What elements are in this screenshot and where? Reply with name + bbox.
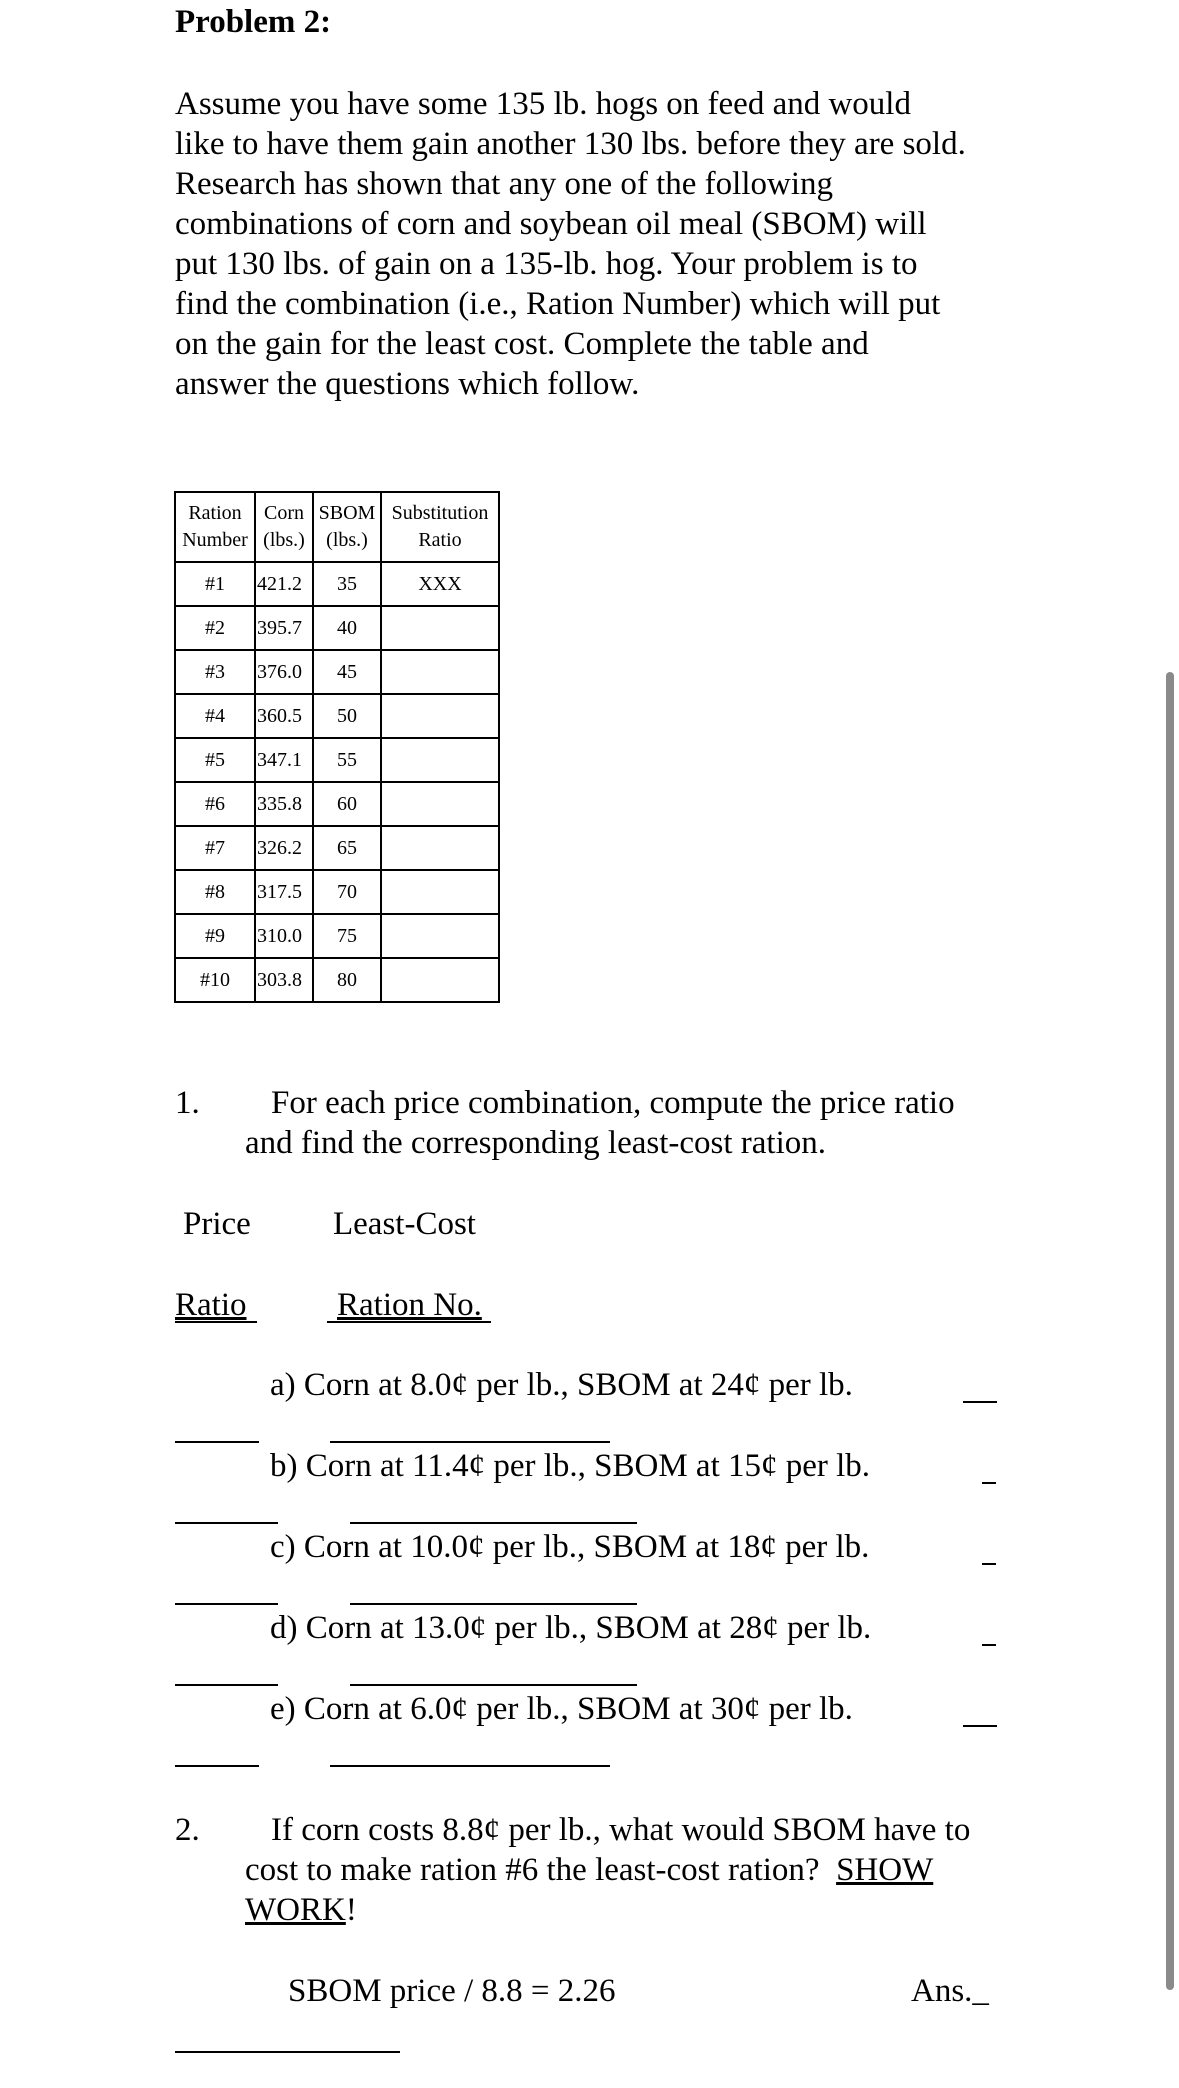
intro-line: combinations of corn and soybean oil meal (SBOM) will [175,206,927,242]
corn-cell: 335.8 [255,782,313,826]
ratio-blank-a[interactable] [175,1441,259,1443]
ratio-cell [381,826,499,870]
question-2-line: cost to make ration #6 the least-cost ration? SHOW [245,1852,934,1888]
column-label-price: Price [183,1206,251,1242]
ratio-cell: XXX [381,562,499,606]
table-row [175,958,499,1002]
table-row [175,694,499,738]
corn-cell: 303.8 [255,958,313,1002]
header-substitution-ratio: Substitution Ratio [381,492,499,562]
sbom-cell: 45 [313,650,381,694]
column-label-ration-no: Ration No. [337,1287,482,1323]
table-row [175,606,499,650]
ration-no-underline [327,1321,491,1323]
corn-cell: 317.5 [255,870,313,914]
answer-blank-b[interactable] [982,1482,996,1484]
answer-blank-q2[interactable] [175,2051,400,2053]
work-line: SBOM price / 8.8 = 2.26 [288,1973,616,2009]
ratio-cell [381,958,499,1002]
price-item-e: e) Corn at 6.0¢ per lb., SBOM at 30¢ per lb. [270,1691,853,1727]
sbom-cell: 35 [313,562,381,606]
column-label-least-cost: Least-Cost [333,1206,476,1242]
ratio-cell [381,694,499,738]
ratio-cell [381,782,499,826]
column-label-ratio: Ratio [175,1287,247,1323]
question-1-line: and find the corresponding least-cost ration. [245,1125,826,1161]
ratio-cell [381,914,499,958]
intro-line: like to have them gain another 130 lbs. before they are sold. [175,126,966,162]
intro-line: find the combination (i.e., Ration Number) which will put [175,286,941,322]
table-row [175,650,499,694]
question-2-line: If corn costs 8.8¢ per lb., what would SBOM have to [271,1812,971,1848]
ratio-blank-d[interactable] [175,1684,278,1686]
scrollbar[interactable] [1166,672,1174,1990]
ration-table [174,491,500,1003]
ration-blank-d[interactable] [350,1684,637,1686]
ration-cell: #9 [175,914,255,958]
answer-blank-c[interactable] [982,1563,996,1565]
ratio-underline [175,1321,257,1323]
ratio-cell [381,870,499,914]
ratio-cell [381,650,499,694]
ration-cell: #2 [175,606,255,650]
ratio-blank-e[interactable] [175,1765,259,1767]
header-corn: Corn (lbs.) [255,492,313,562]
ratio-blank-c[interactable] [175,1603,278,1605]
sbom-cell: 75 [313,914,381,958]
header-sbom: SBOM (lbs.) [313,492,381,562]
answer-blank-e[interactable] [963,1725,997,1727]
sbom-cell: 40 [313,606,381,650]
price-item-d: d) Corn at 13.0¢ per lb., SBOM at 28¢ per lb. [270,1610,872,1646]
intro-line: Assume you have some 135 lb. hogs on feed and would [175,86,911,122]
price-item-c: c) Corn at 10.0¢ per lb., SBOM at 18¢ per lb. [270,1529,870,1565]
ration-blank-b[interactable] [350,1522,637,1524]
ration-blank-c[interactable] [350,1603,637,1605]
question-1-line: For each price combination, compute the price ratio [271,1085,955,1121]
corn-cell: 326.2 [255,826,313,870]
ratio-blank-b[interactable] [175,1522,278,1524]
sbom-cell: 60 [313,782,381,826]
intro-line: answer the questions which follow. [175,366,640,402]
corn-cell: 376.0 [255,650,313,694]
sbom-cell: 50 [313,694,381,738]
question-1-number: 1. [175,1085,200,1121]
ratio-cell [381,738,499,782]
ration-cell: #4 [175,694,255,738]
ration-cell: #8 [175,870,255,914]
corn-cell: 421.2 [255,562,313,606]
header-ration-number: Ration Number [175,492,255,562]
ration-blank-e[interactable] [330,1765,610,1767]
table-row [175,782,499,826]
corn-cell: 395.7 [255,606,313,650]
sbom-cell: 80 [313,958,381,1002]
ration-cell: #6 [175,782,255,826]
table-row [175,914,499,958]
corn-cell: 347.1 [255,738,313,782]
sbom-cell: 65 [313,826,381,870]
ratio-cell [381,606,499,650]
answer-blank-d[interactable] [982,1644,996,1646]
price-item-b: b) Corn at 11.4¢ per lb., SBOM at 15¢ per lb. [270,1448,871,1484]
ration-blank-a[interactable] [330,1441,610,1443]
intro-line: put 130 lbs. of gain on a 135-lb. hog. Your problem is to [175,246,918,282]
table-row [175,562,499,606]
sbom-cell: 55 [313,738,381,782]
ration-cell: #1 [175,562,255,606]
corn-cell: 310.0 [255,914,313,958]
ration-cell: #10 [175,958,255,1002]
question-2-line: WORK! [245,1892,357,1928]
price-item-a: a) Corn at 8.0¢ per lb., SBOM at 24¢ per lb. [270,1367,853,1403]
corn-cell: 360.5 [255,694,313,738]
ration-cell: #5 [175,738,255,782]
intro-line: Research has shown that any one of the following [175,166,834,202]
ration-cell: #3 [175,650,255,694]
sbom-cell: 70 [313,870,381,914]
table-row [175,826,499,870]
answer-blank-a[interactable] [963,1401,997,1403]
problem-title: Problem 2: [175,4,332,40]
table-row [175,738,499,782]
table-row [175,870,499,914]
table-header-row [175,492,499,562]
ration-cell: #7 [175,826,255,870]
intro-line: on the gain for the least cost. Complete the table and [175,326,869,362]
answer-label: Ans._ [911,1973,989,2009]
question-2-number: 2. [175,1812,200,1848]
